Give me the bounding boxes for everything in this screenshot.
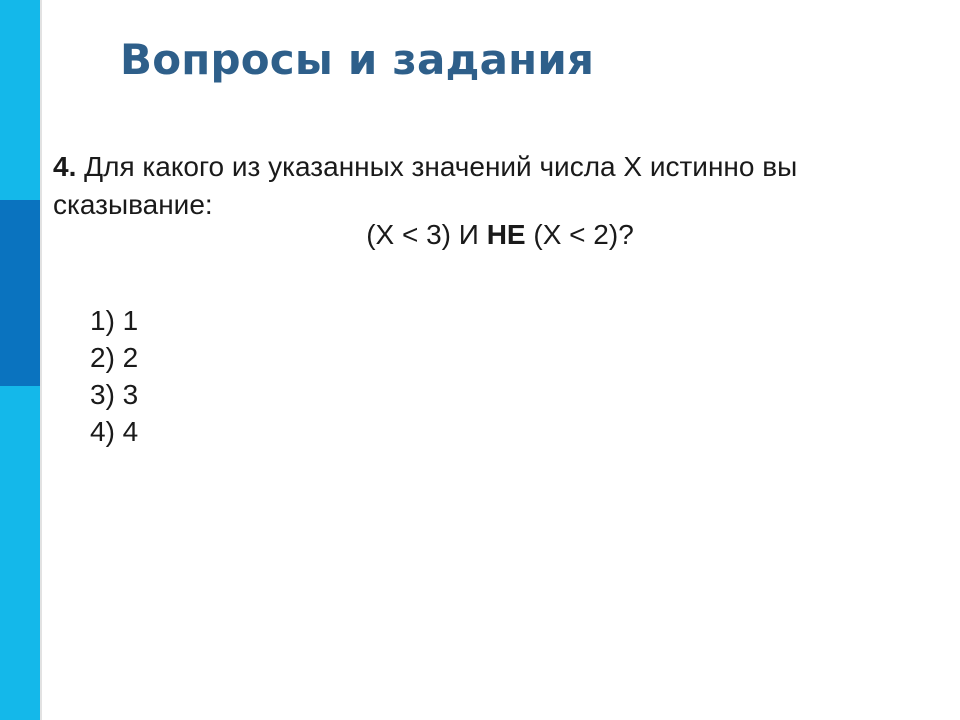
answer-option-4: 4) 4 (90, 416, 139, 447)
question-line-1: Для какого из указанных значений числа X истинно вы (76, 151, 798, 182)
answer-options (90, 302, 138, 450)
expression-operator: НЕ (486, 219, 526, 250)
sidebar-divider (40, 0, 42, 720)
answer-option-1: 1) 1 (90, 305, 139, 336)
question-text (53, 148, 933, 224)
answer-option-3: 3) 3 (90, 379, 139, 410)
logical-expression (0, 216, 960, 254)
expression-part-2: (X < 2)? (525, 219, 634, 250)
expression-part-1: (X < 3) И (366, 219, 487, 250)
answer-option-2: 2) 2 (90, 342, 139, 373)
question-number: 4. (53, 151, 77, 182)
slide-title: Вопросы и задания (120, 35, 595, 84)
question-line-2: сказывание: (53, 189, 213, 220)
